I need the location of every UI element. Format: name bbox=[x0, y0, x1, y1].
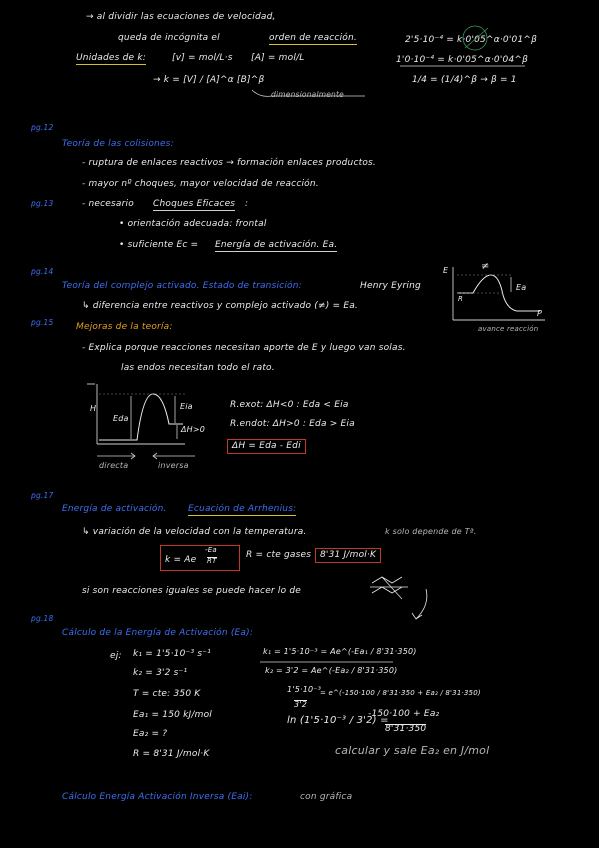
diag-hash-label: ≠ bbox=[481, 261, 490, 272]
k2-equation: k₂ = 3'2 = Ae^(-Ea₂ / 8'31·350) bbox=[265, 666, 398, 675]
gas-constant-label: R = cte gases bbox=[246, 550, 312, 560]
calc-line-2: 1'0·10⁻⁴ = k·0'05^α·0'04^β bbox=[396, 55, 529, 65]
activated-complex-title: Teoría del complejo activado. Estado de transición: bbox=[62, 281, 302, 291]
diag-r-label: R bbox=[458, 295, 464, 303]
enthalpy-eda-label: Eda bbox=[113, 414, 129, 423]
collision-bullet-2: - mayor nº choques, mayor velocidad de reacción. bbox=[82, 179, 319, 189]
ea2-value: Ea₂ = ? bbox=[133, 729, 168, 739]
ln-lhs: ln (1'5·10⁻³ / 3'2) = bbox=[287, 715, 389, 726]
ea1-value: Ea₁ = 150 kJ/mol bbox=[133, 710, 212, 720]
collision-bullet-1: - ruptura de enlaces reactivos → formación enlaces productos. bbox=[82, 158, 376, 168]
enthalpy-inversa-label: inversa bbox=[158, 461, 189, 470]
calc-division-lines bbox=[380, 26, 530, 76]
collision-sub-2a: • suficiente Ec = bbox=[119, 240, 199, 250]
page-marker-13: pg.13 bbox=[31, 199, 54, 208]
collision-bullet-3c: : bbox=[245, 199, 249, 209]
improvements-line-1: - Explica porque reacciones necesitan aporte de E y luego van solas. bbox=[82, 343, 406, 353]
arrhenius-note: k solo depende de Tª. bbox=[385, 527, 477, 536]
page-marker-15: pg.15 bbox=[31, 318, 54, 327]
dimensional-note: dimensionalmente bbox=[271, 90, 344, 99]
k-equation-bar bbox=[258, 660, 398, 664]
arrhenius-line-1: ↳ variación de la velocidad con la temperatura. bbox=[82, 527, 307, 537]
temperature-value: T = cte: 350 K bbox=[133, 689, 201, 699]
page-marker-14: pg.14 bbox=[31, 267, 54, 276]
ratio-exponent: = e^(-150·100 / 8'31·350 + Ea₂ / 8'31·350) bbox=[320, 689, 481, 697]
improvements-line-2: las endos necesitan todo el rato. bbox=[121, 363, 275, 373]
enthalpy-dh-label: ΔH>0 bbox=[181, 425, 206, 434]
intro-line-2b: orden de reacción. bbox=[269, 33, 357, 43]
inverse-ea-title: Cálculo Energía Activación Inversa (Eai): bbox=[62, 792, 253, 802]
units-v: [v] = mol/L·s bbox=[172, 53, 233, 63]
ea2-result-note: calcular y sale Ea₂ en J/mol bbox=[335, 744, 490, 757]
intro-line-1: → al dividir las ecuaciones de velocidad, bbox=[86, 12, 276, 22]
calc-line-3: 1/4 = (1/4)^β → β = 1 bbox=[412, 75, 517, 85]
arrhenius-line-2: si son reacciones iguales se puede hacer lo de bbox=[82, 586, 302, 596]
exothermic-rule: R.exot: ΔH<0 : Eda < Eia bbox=[230, 400, 349, 410]
arrhenius-exp-den: RT bbox=[207, 557, 217, 565]
diag-p-label: P bbox=[537, 309, 543, 318]
r-value: R = 8'31 J/mol·K bbox=[133, 749, 210, 759]
k-formula: → k = [V] / [A]^α [B]^β bbox=[153, 75, 265, 85]
enthalpy-h-label: H bbox=[90, 404, 97, 413]
enthalpy-directa-label: directa bbox=[99, 461, 129, 470]
ratio-numerator: 1'5·10⁻³ bbox=[287, 685, 322, 694]
page-marker-17: pg.17 bbox=[31, 491, 54, 500]
k1-equation: k₁ = 1'5·10⁻³ = Ae^(-Ea₁ / 8'31·350) bbox=[263, 647, 417, 656]
activated-complex-line: ↳ diferencia entre reactivos y complejo activado (≠) = Ea. bbox=[82, 301, 358, 311]
k2-value: k₂ = 3'2 s⁻¹ bbox=[133, 668, 188, 678]
intro-line-2a: queda de incógnita el bbox=[118, 33, 220, 43]
diag-axis-label: avance reacción bbox=[478, 325, 539, 333]
ratio-doodle bbox=[368, 575, 438, 625]
arrhenius-exp-num: -Ea bbox=[205, 546, 217, 554]
collision-sub-2b: Energía de activación. Ea. bbox=[215, 240, 338, 250]
k1-value: k₁ = 1'5·10⁻³ s⁻¹ bbox=[133, 649, 211, 659]
ratio-denominator: 3'2 bbox=[294, 700, 307, 709]
calc-line-1: 2'5·10⁻⁴ = k·0'05^α·0'01^β bbox=[405, 35, 538, 45]
arrhenius-title-b: Ecuación de Arrhenius: bbox=[188, 504, 297, 514]
gas-constant-value: 8'31 J/mol·K bbox=[315, 548, 381, 563]
activated-complex-author: Henry Eyring bbox=[360, 281, 421, 291]
units-a: [A] = mol/L bbox=[251, 53, 305, 63]
endothermic-rule: R.endot: ΔH>0 : Eda > Eia bbox=[230, 419, 355, 429]
diag-e-label: E bbox=[443, 266, 449, 275]
example-label: ej: bbox=[110, 651, 122, 661]
ea-calc-title: Cálculo de la Energía de Activación (Ea): bbox=[62, 628, 254, 638]
collision-bullet-3a: - necesario bbox=[82, 199, 134, 209]
collision-sub-1: • orientación adecuada: frontal bbox=[119, 219, 267, 229]
inverse-ea-note: con gráfica bbox=[300, 792, 353, 802]
diag-ea-label: Ea bbox=[516, 283, 527, 292]
page-marker-12: pg.12 bbox=[31, 123, 54, 132]
collision-bullet-3b: Choques Eficaces bbox=[153, 199, 236, 209]
page-marker-18: pg.18 bbox=[31, 614, 54, 623]
arrhenius-equation-box bbox=[160, 545, 240, 571]
collision-theory-title: Teoría de las colisiones: bbox=[62, 139, 174, 149]
units-label: Unidades de k: bbox=[76, 53, 146, 63]
ln-denominator: 8'31·350 bbox=[385, 724, 427, 734]
arrhenius-base: k = Ae bbox=[165, 555, 197, 565]
enthalpy-eia-label: Eia bbox=[180, 402, 193, 411]
arrhenius-title-a: Energía de activación. bbox=[62, 504, 167, 514]
delta-h-box: ΔH = Eda - Edi bbox=[227, 439, 306, 454]
theory-improvements-title: Mejoras de la teoría: bbox=[76, 322, 173, 332]
dimensional-underline bbox=[250, 88, 370, 102]
ln-numerator: -150·100 + Ea₂ bbox=[368, 709, 440, 719]
